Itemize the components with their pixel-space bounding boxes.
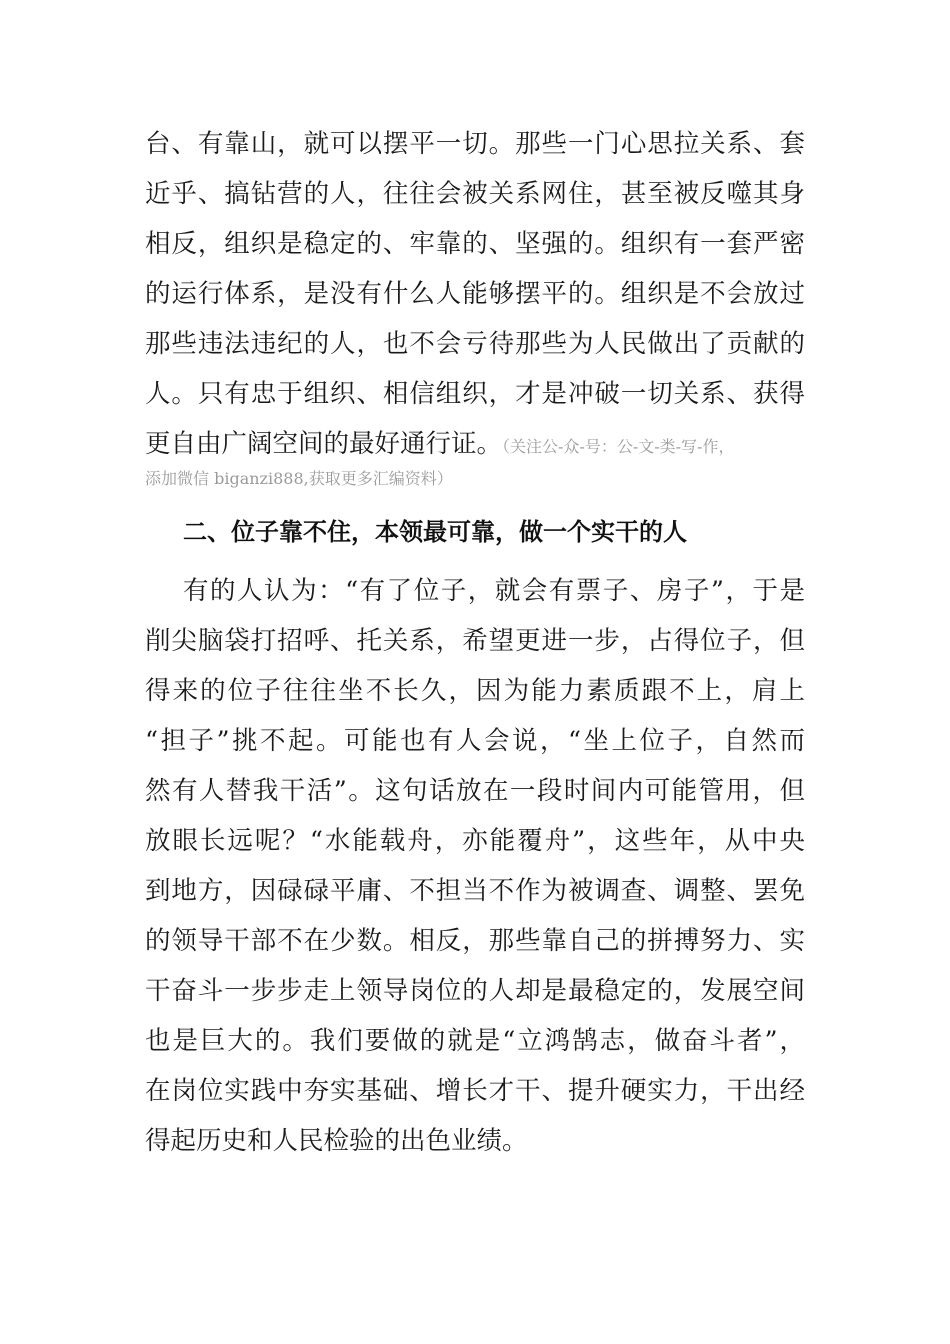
paragraph-line: 有的人认为：“有了位子，就会有票子、房子”，于是	[183, 576, 805, 606]
paragraph-line: 近乎、搞钻营的人，往往会被关系网住，甚至被反噬其身	[145, 179, 805, 209]
paragraph-line: 相反，组织是稳定的、牢靠的、坚强的。组织有一套严密	[145, 229, 805, 259]
paragraph-line: 更自由广阔空间的最好通行证。	[145, 429, 503, 459]
paragraph-line: 的运行体系，是没有什么人能够摆平的。组织是不会放过	[145, 279, 805, 309]
section-heading: 二、位子靠不住，本领最可靠，做一个实干的人	[183, 518, 687, 546]
paragraph-line: 台、有靠山，就可以摆平一切。那些一门心思拉关系、套	[145, 129, 805, 159]
paragraph-line: 的领导干部不在少数。相反，那些靠自己的拼搏努力、实	[145, 926, 805, 956]
paragraph-line-with-note	[145, 424, 805, 464]
paragraph-line: 干奋斗一步步走上领导岗位的人却是最稳定的，发展空间	[145, 976, 805, 1006]
paragraph-line: 得起历史和人民检验的出色业绩。	[145, 1126, 528, 1156]
promo-note-continued: 添加微信 biganzi888,获取更多汇编资料）	[145, 469, 453, 488]
paragraph-line: “担子”挑不起。可能也有人会说，“坐上位子，自然而	[145, 726, 805, 756]
paragraph-line: 放眼长远呢？“水能载舟，亦能覆舟”，这些年，从中央	[145, 826, 805, 856]
paragraph-line: 到地方，因碌碌平庸、不担当不作为被调查、调整、罢免	[145, 876, 805, 906]
paragraph-line: 在岗位实践中夯实基础、增长才干、提升硬实力，干出经	[145, 1076, 805, 1106]
promo-note: （关注公-众-号：公-文-类-写-作，	[502, 437, 735, 456]
paragraph-line: 那些违法违纪的人，也不会亏待那些为人民做出了贡献的	[145, 329, 805, 359]
paragraph-line: 然有人替我干活”。这句话放在一段时间内可能管用，但	[145, 776, 805, 806]
paragraph-line: 也是巨大的。我们要做的就是“立鸿鹄志，做奋斗者”，	[145, 1026, 805, 1056]
paragraph-line: 人。只有忠于组织、相信组织，才是冲破一切关系、获得	[145, 379, 805, 409]
paragraph-line: 得来的位子往往坐不长久，因为能力素质跟不上，肩上	[145, 676, 805, 706]
paragraph-line: 削尖脑袋打招呼、托关系，希望更进一步，占得位子，但	[145, 626, 805, 656]
